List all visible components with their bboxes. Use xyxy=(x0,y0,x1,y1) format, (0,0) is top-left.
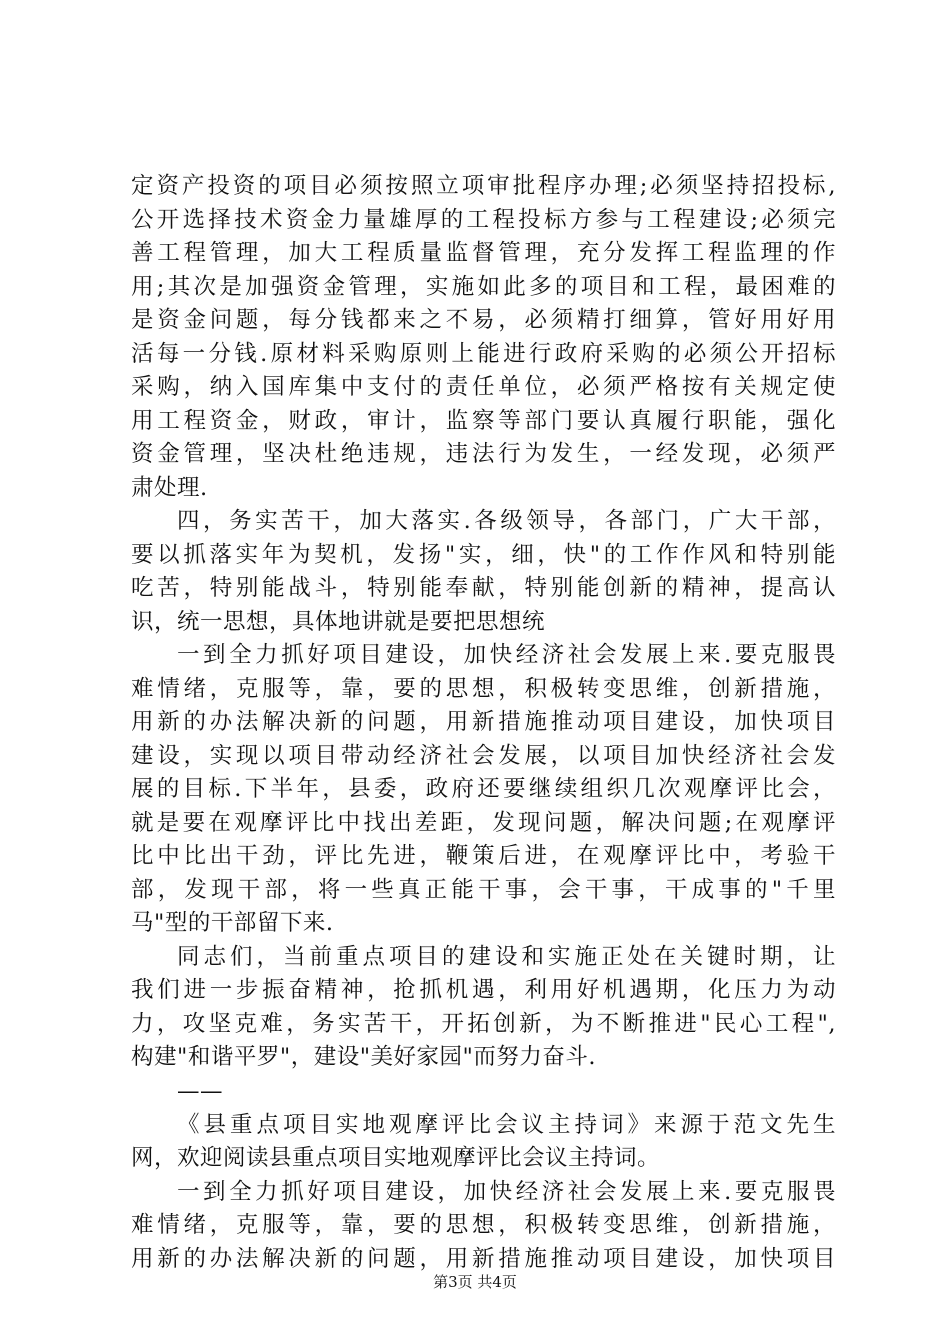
text-line: 是资金问题，每分钱都来之不易，必须精打细算，管好用好用 xyxy=(131,307,836,333)
text-line: 善工程管理，加大工程质量监督管理，充分发挥工程监理的作 xyxy=(131,240,836,266)
paragraph-start-line: 一到全力抓好项目建设，加快经济社会发展上来.要克服畏 xyxy=(177,1178,836,1205)
paragraph-start-line: 四，务实苦干，加大落实.各级领导，各部门，广大干部， xyxy=(177,508,836,534)
text-line: 难情绪，克服等，靠，要的思想，积极转变思维，创新措施， xyxy=(131,675,836,702)
text-line: 用工程资金，财政，审计，监察等部门要认真履行职能，强化 xyxy=(131,407,836,434)
text-line: 构建"和谐平罗"，建设"美好家园"而努力奋斗. xyxy=(131,1044,597,1070)
text-line: 用新的办法解决新的问题，用新措施推动项目建设，加快项目 xyxy=(131,1245,836,1272)
text-line: 用新的办法解决新的问题，用新措施推动项目建设，加快项目 xyxy=(131,709,836,735)
text-line: 力，攻坚克难，务实苦干，开拓创新，为不断推进"民心工程", xyxy=(131,1010,836,1037)
text-line: 比中比出干劲，评比先进，鞭策后进，在观摩评比中，考验干 xyxy=(131,843,836,869)
text-line: 吃苦，特别能战斗，特别能奉献，特别能创新的精神，提高认 xyxy=(131,575,836,601)
text-line: 难情绪，克服等，靠，要的思想，积极转变思维，创新措施， xyxy=(131,1212,836,1238)
paragraph-start-line: 同志们，当前重点项目的建设和实施正处在关键时期，让 xyxy=(177,943,836,970)
text-line: 建设，实现以项目带动经济社会发展，以项目加快经济社会发 xyxy=(131,742,836,769)
page-footer: 第3页 共4页 xyxy=(433,1273,517,1291)
text-line: 资金管理，坚决杜绝违规，违法行为发生，一经发现，必须严 xyxy=(131,441,836,467)
text-line: 就是要在观摩评比中找出差距，发现问题，解决问题;在观摩评 xyxy=(131,809,836,836)
text-line: 要以抓落实年为契机，发扬"实，细，快"的工作作风和特别能 xyxy=(131,541,836,568)
text-line: 活每一分钱.原材料采购原则上能进行政府采购的必须公开招标 xyxy=(131,340,836,367)
text-line: 网，欢迎阅读县重点项目实地观摩评比会议主持词。 xyxy=(131,1145,661,1171)
text-line: 公开选择技术资金力量雄厚的工程投标方参与工程建设;必须完 xyxy=(131,206,836,233)
text-line: 部，发现干部，将一些真正能干事，会干事，干成事的"千里 xyxy=(131,876,836,903)
separator-dash: —— xyxy=(177,1077,223,1104)
text-line: 我们进一步振奋精神，抢抓机遇，利用好机遇期，化压力为动 xyxy=(131,977,836,1003)
text-line: 马"型的干部留下来. xyxy=(131,910,334,936)
text-line: 采购，纳入国库集中支付的责任单位，必须严格按有关规定使 xyxy=(131,374,836,400)
text-line: 识，统一思想，具体地讲就是要把思想统 xyxy=(131,608,546,635)
text-line: 用;其次是加强资金管理，实施如此多的项目和工程，最困难的 xyxy=(131,273,836,300)
document-body xyxy=(131,170,836,1276)
paragraph-start-line: 一到全力抓好项目建设，加快经济社会发展上来.要克服畏 xyxy=(177,642,836,668)
text-line: 定资产投资的项目必须按照立项审批程序办理;必须坚持招投标, xyxy=(131,173,836,199)
text-line: 展的目标.下半年，县委，政府还要继续组织几次观摩评比会， xyxy=(131,776,836,802)
paragraph-start-line: 《县重点项目实地观摩评比会议主持词》来源于范文先生 xyxy=(177,1111,836,1138)
text-line: 肃处理. xyxy=(131,474,208,501)
